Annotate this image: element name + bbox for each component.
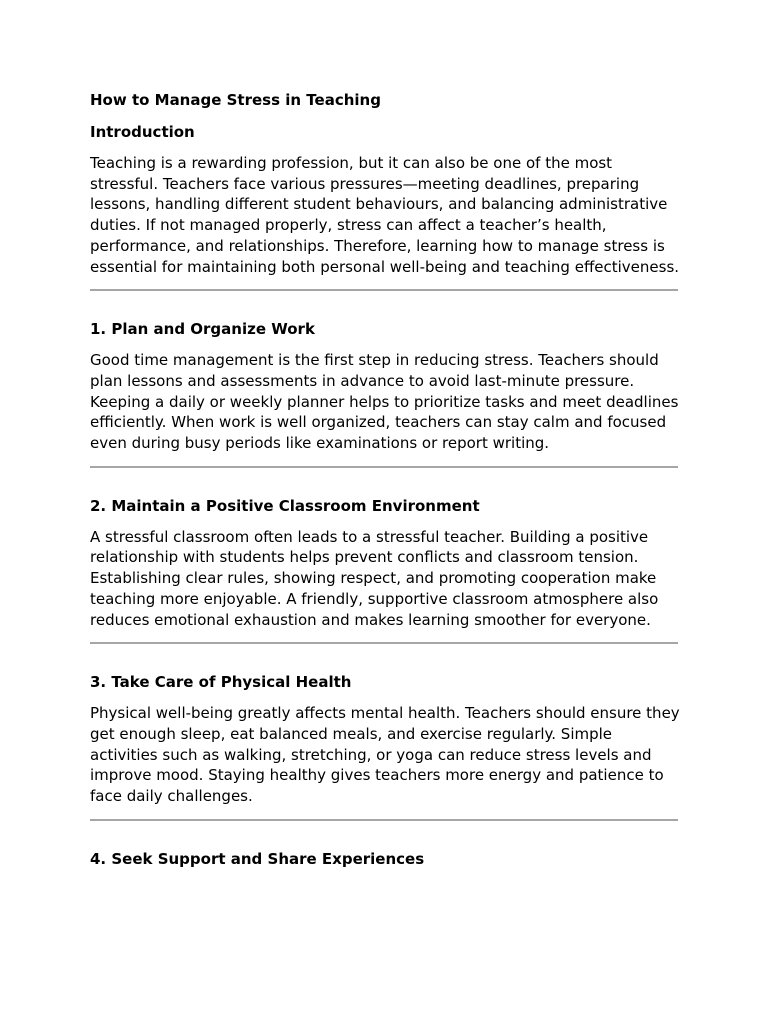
section-1-paragraph: Good time management is the first step in reducing stress. Teachers should plan lessons and assessments in advance to avoid last-minute pressure. Keeping a daily or weekly planner helps to prioritize tasks and meet deadlines efficiently. When work is well organized, teachers can stay calm and focused even during busy periods like examinations or report writing. (90, 351, 679, 453)
intro-heading: Introduction (90, 123, 195, 141)
section-3-paragraph: Physical well-being greatly affects mental health. Teachers should ensure they get enough sleep, eat balanced meals, and exercise regularly. Simple activities such as walking, stretching, or yoga can reduce stress levels and improve mood. Staying healthy gives teachers more energy and patience to face daily challenges. (90, 704, 680, 806)
section-divider (90, 289, 678, 291)
section-2-paragraph: A stressful classroom often leads to a stressful teacher. Building a positive relationship with students helps prevent conflicts and classroom tension. Establishing clear rules, showing respect, and promoting cooperation make teaching more enjoyable. A friendly, supportive classroom atmosphere also reduces emotional exhaustion and makes learning smoother for everyone. (90, 527, 659, 629)
section-1-heading: 1. Plan and Organize Work (90, 320, 315, 339)
section-3-heading: 3. Take Care of Physical Health (90, 673, 352, 692)
document-title: How to Manage Stress in Teaching (90, 91, 381, 109)
section-divider (90, 642, 678, 644)
section-2-heading: 2. Maintain a Positive Classroom Environment (90, 496, 480, 515)
intro-paragraph: Teaching is a rewarding profession, but it can also be one of the most stressful. Teachers face various pressures—meeting deadlines, preparing lessons, handling different student behaviours, and balancing administrative duties. If not managed properly, stress can affect a teacher’s health, performance, and relationships. Therefore, learning how to manage stress is essential for maintaining both personal well-being and teaching effectiveness. (90, 154, 680, 276)
section-divider (90, 819, 678, 821)
section-4-heading: 4. Seek Support and Share Experiences (90, 849, 425, 868)
section-divider (90, 466, 678, 468)
